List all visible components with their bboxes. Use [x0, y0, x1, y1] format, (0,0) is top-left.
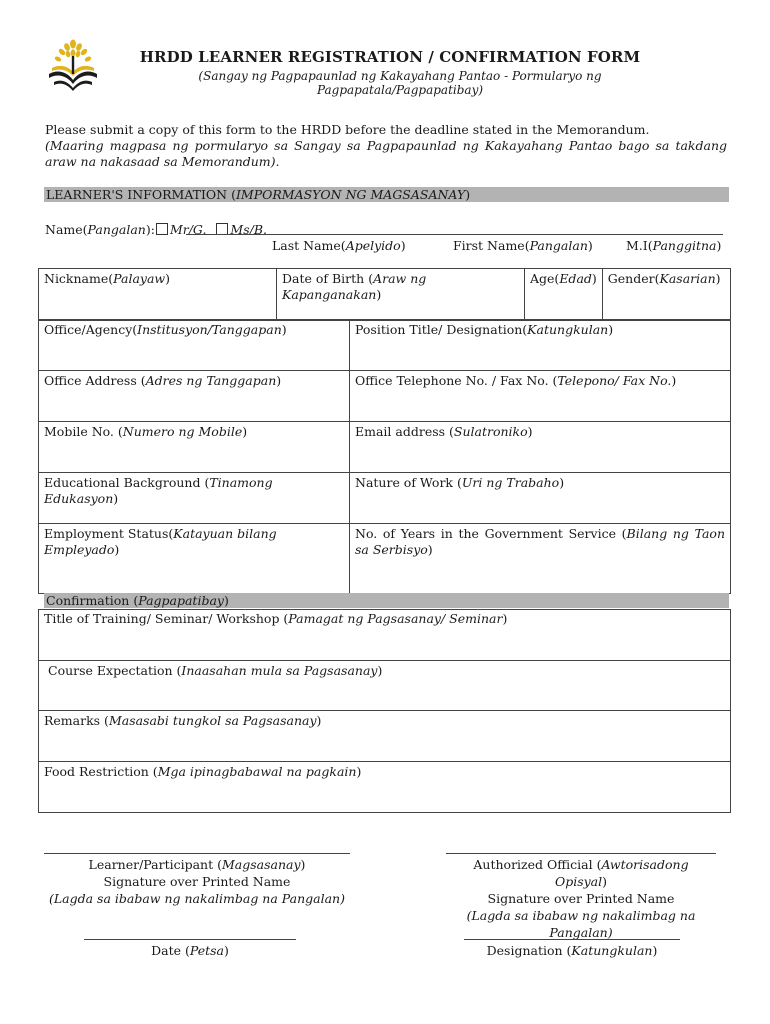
form-title: HRDD LEARNER REGISTRATION / CONFIRMATION FORM: [139, 48, 641, 66]
field-label-part: Office/Agency(: [44, 322, 138, 337]
field-label-part: Katungkulan: [571, 943, 653, 958]
field-label-part: ): [276, 373, 282, 388]
official-role: [446, 856, 716, 890]
field-label-part: Learner/Participant (: [88, 857, 222, 872]
field-label-part: Mobile No. (: [44, 424, 123, 439]
section-label: LEARNER'S INFORMATION (: [46, 187, 236, 202]
field-label-part: Nickname(: [44, 271, 114, 286]
field-label-part: ): [376, 287, 382, 302]
field-label-part: ): [527, 424, 533, 439]
position-title-field[interactable]: [350, 320, 731, 371]
learner-signature-line[interactable]: [44, 853, 350, 854]
name-input-line[interactable]: [186, 234, 723, 235]
last-name-label-tl: Apelyido: [345, 238, 401, 253]
field-label-part: ): [113, 491, 119, 506]
field-label-part: ): [356, 764, 362, 779]
field-label-part: Institusyon/Tanggapan: [137, 322, 282, 337]
field-label-part: Office Telephone No. / Fax No. (: [355, 373, 558, 388]
field-label-part: Course Expectation (: [48, 663, 182, 678]
nickname-field[interactable]: [39, 269, 277, 321]
field-label-part: ): [300, 857, 306, 872]
field-label-part: Title of Training/ Seminar/ Workshop (: [44, 611, 289, 626]
instructions-english: Please submit a copy of this form to the HRDD before the deadline stated in the Memorandum.: [45, 122, 650, 137]
field-label-part: Masasabi tungkol sa Pagsasanay: [108, 713, 317, 728]
field-label-part: Designation (: [486, 943, 572, 958]
field-label-part: ): [502, 611, 508, 626]
first-name-caption: First Name(Pangalan): [453, 238, 593, 253]
field-label-part: ): [377, 663, 383, 678]
field-label-part: Remarks (: [44, 713, 109, 728]
work-info-table: [38, 319, 731, 594]
name-label-end: ):: [145, 222, 155, 237]
field-label-part: Educational Background (: [44, 475, 210, 490]
field-label-part: ): [591, 271, 597, 286]
field-label-part: Katayuan bilang Empleyado: [44, 526, 277, 557]
age-field[interactable]: [525, 269, 603, 321]
nature-of-work-field[interactable]: [350, 473, 731, 524]
confirmation-label-end: ): [223, 593, 229, 608]
field-label-part: Araw ng Kapanganakan: [282, 271, 427, 302]
field-label-part: Gender(: [607, 271, 660, 286]
field-label-part: Palayaw: [113, 271, 166, 286]
field-label-part: Position Title/ Designation(: [355, 322, 528, 337]
field-label-part: Authorized Official (: [473, 857, 602, 872]
date-block: [84, 939, 296, 959]
dob-field[interactable]: [277, 269, 525, 321]
field-label-part: No. of Years in the Government Service (: [355, 526, 627, 541]
office-telephone-field[interactable]: [350, 371, 731, 422]
field-label-part: Edad: [559, 271, 592, 286]
mi-label-tl: Panggitna: [652, 238, 717, 253]
field-label-part: ): [427, 542, 433, 557]
learner-role: [44, 856, 350, 873]
field-label-part: Tinamong Edukasyon: [44, 475, 273, 506]
mr-checkbox[interactable]: [156, 223, 168, 235]
email-address-field[interactable]: [350, 422, 731, 473]
personal-info-table: [38, 268, 731, 321]
name-label-tl: Pangalan: [87, 222, 146, 237]
food-restriction-field[interactable]: [39, 762, 731, 813]
official-signature-caption-tl: (Lagda sa ibabaw ng nakalimbag na Pangalan): [466, 908, 696, 940]
official-signature-line[interactable]: [446, 853, 716, 854]
field-label-part: ): [602, 874, 608, 889]
wheat-emblem-icon: [46, 38, 100, 92]
learner-signature-caption: Signature over Printed Name: [103, 874, 291, 889]
field-label-part: ): [114, 542, 120, 557]
official-signature-block: [446, 853, 716, 941]
field-label-part: Adres ng Tanggapan: [145, 373, 277, 388]
field-label-part: Employment Status(: [44, 526, 174, 541]
first-name-label-tl: Pangalan: [529, 238, 588, 253]
last-name-label: Last Name(: [272, 238, 346, 253]
mi-label: M.I(: [626, 238, 653, 253]
field-label-part: Uri ng Trabaho: [461, 475, 560, 490]
last-name-caption: Last Name(Apelyido): [272, 238, 406, 253]
field-label-part: Inaasahan mula sa Pagsasanay: [181, 663, 378, 678]
form-subtitle: (Sangay ng Pagpapaunlad ng Kakayahang Pantao - Pormularyo ng Pagpapatala/Pagpapatibay): [198, 69, 602, 97]
field-label-part: Sulatroniko: [453, 424, 528, 439]
field-label-part: ): [316, 713, 322, 728]
section-label-end: ): [465, 187, 471, 202]
course-expectation-field[interactable]: [39, 661, 731, 711]
learner-info-section-header: [44, 187, 729, 202]
date-label: [84, 942, 296, 959]
confirmation-section-header: [44, 593, 729, 608]
ms-option-label: Ms/B.: [230, 222, 268, 237]
first-name-label: First Name(: [453, 238, 530, 253]
learner-signature-caption-tl: (Lagda sa ibabaw ng nakalimbag na Pangalan): [49, 891, 345, 906]
educational-background-field[interactable]: [39, 473, 350, 524]
training-title-field[interactable]: [39, 610, 731, 661]
field-label-part: ): [224, 943, 229, 958]
field-label-part: Katungkulan: [527, 322, 609, 337]
field-label-part: ): [165, 271, 170, 286]
employment-status-field[interactable]: [39, 524, 350, 594]
field-label-part: Office Address (: [44, 373, 146, 388]
mobile-number-field[interactable]: [39, 422, 350, 473]
field-label-part: Awtorisadong Opisyal: [554, 857, 689, 889]
field-label-part: ): [652, 943, 658, 958]
field-label-part: Nature of Work (: [355, 475, 462, 490]
field-label-part: Age(: [530, 271, 560, 286]
instructions: [45, 122, 727, 170]
confirmation-table: [38, 609, 731, 813]
field-label-part: ): [242, 424, 248, 439]
field-label-part: ): [715, 271, 721, 286]
mr-option-label: Mr/G.: [169, 222, 207, 237]
section-label-tl: IMPORMASYON NG MAGSASANAY: [235, 187, 466, 202]
learner-signature-block: [44, 853, 350, 907]
designation-label: [464, 942, 680, 959]
designation-line[interactable]: [464, 939, 680, 940]
remarks-field[interactable]: [39, 711, 731, 762]
years-in-service-field[interactable]: [350, 524, 731, 594]
gender-field[interactable]: [602, 269, 730, 321]
field-label-part: Telepono/ Fax No.: [557, 373, 672, 388]
field-label-part: Kasarian: [659, 271, 716, 286]
official-signature-caption: Signature over Printed Name: [487, 891, 675, 906]
office-agency-field[interactable]: [39, 320, 350, 371]
confirmation-label: Confirmation (: [46, 593, 139, 608]
field-label-part: ): [559, 475, 565, 490]
field-label-part: Bilang ng Taon sa Serbisyo: [355, 526, 725, 557]
field-label-part: Petsa: [189, 943, 224, 958]
field-label-part: Email address (: [355, 424, 454, 439]
field-label-part: Pamagat ng Pagsasanay/ Seminar: [288, 611, 503, 626]
name-row: [45, 222, 725, 238]
field-label-part: Food Restriction (: [44, 764, 158, 779]
name-label: Name(: [45, 222, 88, 237]
field-label-part: Numero ng Mobile: [122, 424, 243, 439]
date-line[interactable]: [84, 939, 296, 940]
field-label-part: Date of Birth (: [282, 271, 374, 286]
field-label-part: Date (: [151, 943, 190, 958]
field-label-part: Mga ipinagbabawal na pagkain: [157, 764, 357, 779]
field-label-part: ): [608, 322, 614, 337]
field-label-part: ): [281, 322, 287, 337]
field-label-part: ): [671, 373, 677, 388]
instructions-tagalog: (Maaring magpasa ng pormularyo sa Sangay sa Pagpapaunlad ng Kakayahang Pantao bago sa takdang araw na nakasaad sa Memorandum).: [45, 138, 727, 169]
mi-caption: M.I(Panggitna): [626, 238, 722, 253]
field-label-part: Magsasanay: [221, 857, 301, 872]
office-address-field[interactable]: [39, 371, 350, 422]
designation-block: [464, 939, 680, 959]
confirmation-label-tl: Pagpapatibay: [138, 593, 224, 608]
